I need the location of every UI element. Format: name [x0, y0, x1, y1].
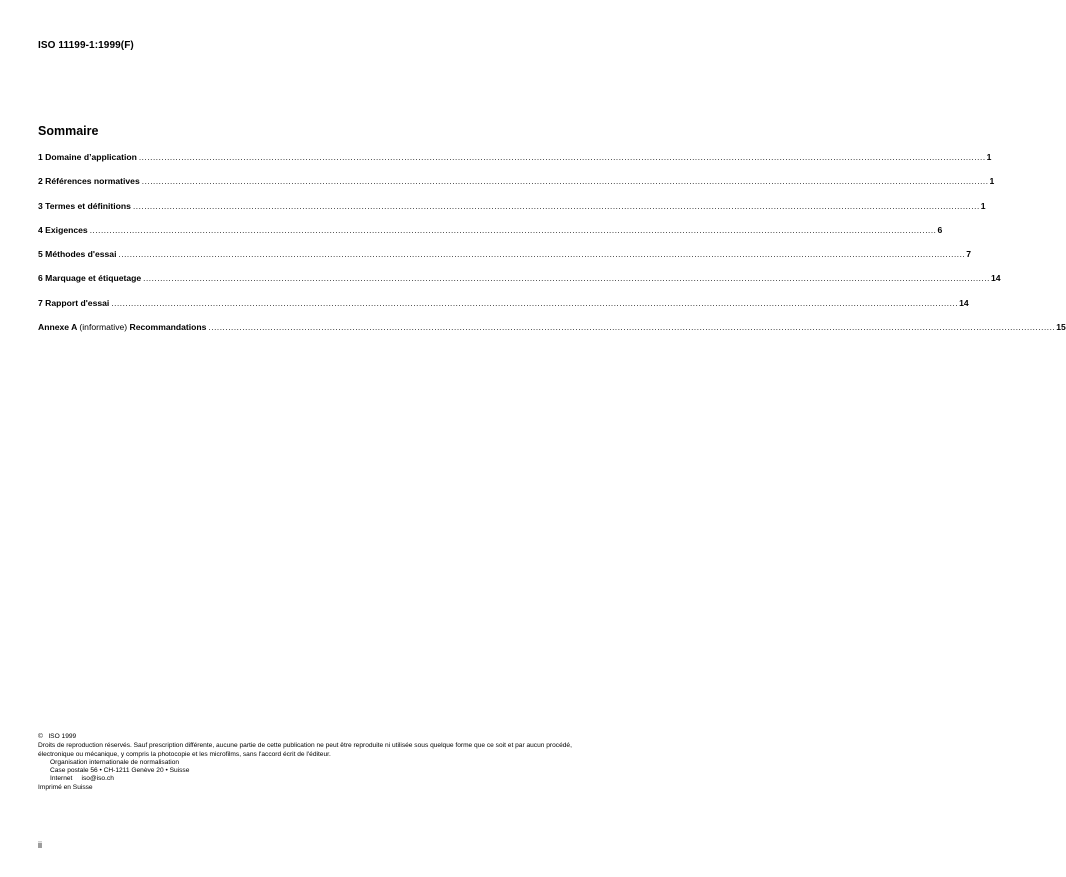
toc-entry-label: 7 Rapport d'essai: [38, 297, 110, 308]
toc-leader-dots: ............................................................................................................................................................................................................................................................................................................: [143, 274, 990, 284]
toc-entry-label: 1 Domaine d’application: [38, 152, 137, 162]
organisation-name: Organisation internationale de normalisation: [50, 758, 180, 766]
toc-entry[interactable]: [38, 224, 943, 249]
annex-prefix: Annexe A: [38, 322, 77, 333]
toc-leader-dots: ............................................................................................................................................................................................................................................................................................................: [132, 201, 980, 211]
annex-title: Recommandations: [129, 322, 207, 333]
toc-leader-dots: ............................................................................................................................................................................................................................................................................................................: [111, 298, 959, 308]
copyright-line: © ISO 1999: [38, 733, 77, 740]
toc-entry-label: 2 Références normatives: [38, 176, 140, 187]
toc-leader-dots: ............................................................................................................................................................................................................................................................................................................: [138, 153, 986, 162]
toc-entry-label: 4 Exigences: [38, 224, 88, 235]
toc-entry-page: 1: [989, 176, 995, 187]
toc-entry[interactable]: [38, 200, 986, 225]
toc-leader-dots: ............................................................................................................................................................................................................................................................................................................: [118, 250, 966, 260]
toc-entry-page: 1: [980, 200, 986, 211]
toc-entry-label: 5 Méthodes d'essai: [38, 249, 117, 260]
toc-entry-page: 7: [966, 249, 972, 260]
toc-entry[interactable]: [38, 297, 969, 322]
annex-note: (informative): [79, 322, 128, 333]
toc-entry[interactable]: [38, 249, 972, 273]
toc-entry-page: 6: [937, 224, 943, 235]
postal-address: Case postale 56 • CH-1211 Genève 20 • Suisse: [50, 767, 190, 775]
toc-leader-dots: ............................................................................................................................................................................................................................................................................................................: [141, 177, 989, 187]
toc-entry[interactable]: [38, 176, 995, 200]
toc-entry[interactable]: [38, 152, 992, 176]
toc-leader-dots: ............................................................................................................................................................................................................................................................................................................: [89, 225, 937, 235]
toc-entry-page: 1: [986, 152, 992, 162]
toc-entry-label: [38, 322, 206, 332]
document-id: ISO 11199-1:1999(F): [38, 40, 134, 51]
rights-notice: Droits de reproduction réservés. Sauf prescription différente, aucune partie de cette publication ne peut être reproduite ni utilisée sous quelque forme que ce soit et par aucun procédé, électronique ou mécanique, y compris la photocopie et les microfilms, sans l'accord écrit de l'éditeur.: [38, 742, 572, 758]
toc-entry-page: 15: [1056, 322, 1066, 333]
printed-in: Imprimé en Suisse: [38, 783, 93, 791]
toc-entry-page: 14: [959, 297, 969, 308]
table-of-contents: [38, 152, 1066, 346]
toc-entry[interactable]: [38, 273, 1001, 297]
toc-title: Sommaire: [38, 124, 99, 138]
internet-contact: Internet iso@iso.ch: [50, 775, 114, 783]
page-number: ii: [38, 840, 42, 850]
toc-leader-dots: ............................................................................................................................................................................................................................................................................................................: [208, 323, 1056, 333]
toc-entry-label: 6 Marquage et étiquetage: [38, 273, 142, 284]
toc-entry-label: 3 Termes et définitions: [38, 200, 131, 211]
copyright-footer: [38, 733, 578, 792]
toc-entry-annex[interactable]: [38, 322, 1066, 346]
toc-entry-page: 14: [990, 273, 1001, 284]
